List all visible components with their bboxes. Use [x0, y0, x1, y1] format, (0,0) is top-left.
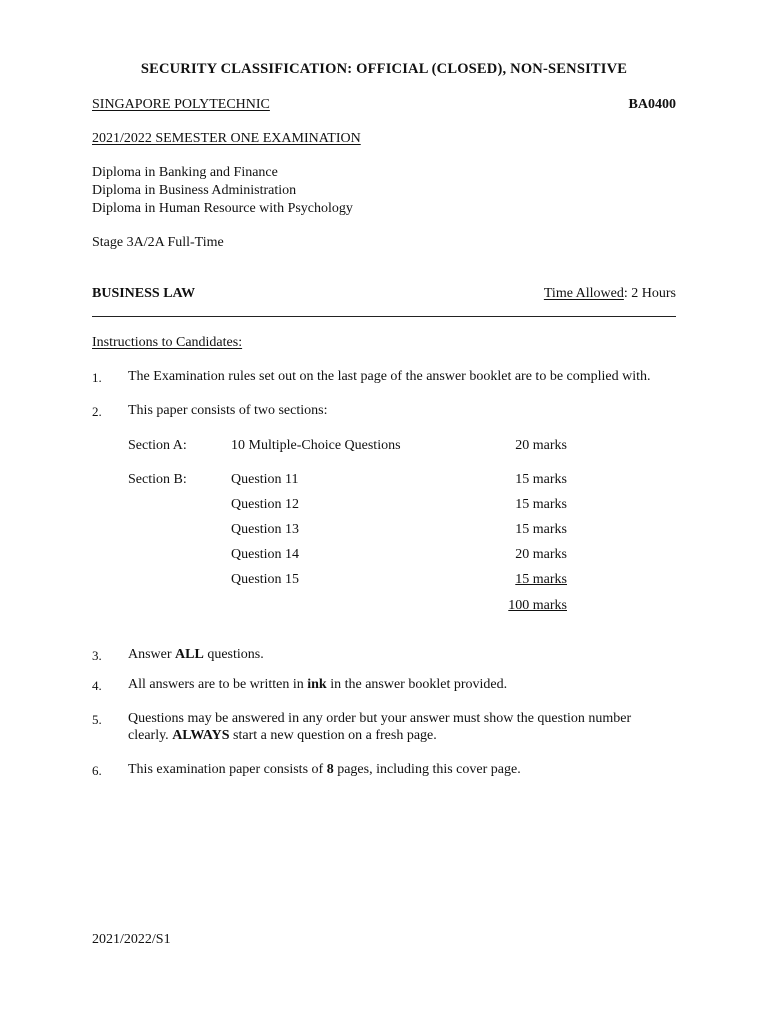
instruction-number: 2.: [92, 404, 102, 419]
instruction-number: 1.: [92, 370, 102, 385]
section-marks: 20 marks: [515, 547, 567, 562]
security-classification: SECURITY CLASSIFICATION: OFFICIAL (CLOSED), NON-SENSITIVE: [140, 61, 628, 77]
section-marks: 20 marks: [515, 438, 567, 453]
instruction-text: [128, 727, 437, 744]
instruction-text: [128, 676, 507, 693]
exam-title: 2021/2022 SEMESTER ONE EXAMINATION: [92, 131, 361, 146]
section-question: Question 14: [231, 547, 300, 562]
section-marks: 15 marks: [515, 522, 567, 537]
instruction-number: 6.: [92, 763, 102, 778]
module-code: BA0400: [628, 97, 676, 112]
instruction-number: 5.: [92, 712, 102, 727]
instruction-number: 3.: [92, 648, 102, 663]
section-question: 10 Multiple-Choice Questions: [231, 438, 401, 453]
instruction-emphasis: ink: [307, 677, 327, 692]
diploma-3: Diploma in Human Resource with Psychology: [92, 201, 353, 216]
time-allowed-value: : 2 Hours: [623, 286, 676, 301]
section-question: Question 11: [231, 472, 299, 487]
instruction-text-part: Answer: [128, 647, 176, 662]
section-question: Question 15: [231, 572, 300, 587]
instruction-text: Questions may be answered in any order but your answer must show the question number: [128, 711, 632, 726]
instruction-emphasis: ALWAYS: [172, 728, 230, 743]
subject-title: BUSINESS LAW: [92, 286, 196, 301]
diploma-1: Diploma in Banking and Finance: [92, 165, 278, 180]
instruction-text-part: start a new question on a fresh page.: [229, 728, 437, 743]
section-label: Section A:: [128, 438, 187, 453]
instruction-text-part: questions.: [203, 647, 264, 662]
instruction-text: [128, 761, 521, 778]
instruction-text-part: pages, including this cover page.: [333, 762, 521, 777]
section-question: Question 12: [231, 497, 300, 512]
diploma-2: Diploma in Business Administration: [92, 183, 297, 198]
header-divider: [92, 316, 676, 317]
section-label: Section B:: [128, 472, 187, 487]
time-allowed-label: Time Allowed: [543, 286, 624, 301]
instruction-text-part: in the answer booklet provided.: [326, 677, 508, 692]
section-marks: 15 marks: [515, 572, 567, 587]
section-marks: 15 marks: [515, 472, 567, 487]
section-question: Question 13: [231, 522, 300, 537]
instruction-text-part: clearly.: [128, 728, 173, 743]
instruction-text-part: This examination paper consists of: [128, 762, 327, 777]
footer-code: 2021/2022/S1: [92, 932, 171, 947]
instructions-heading: Instructions to Candidates:: [92, 335, 243, 350]
institution-name: SINGAPORE POLYTECHNIC: [92, 97, 270, 112]
total-marks: 100 marks: [508, 598, 567, 613]
instruction-text: This paper consists of two sections:: [128, 403, 328, 418]
section-marks: 15 marks: [515, 497, 567, 512]
instruction-emphasis: ALL: [175, 647, 204, 662]
instruction-text: The Examination rules set out on the last page of the answer booklet are to be complied with.: [128, 369, 651, 384]
time-allowed: [544, 285, 676, 302]
stage: Stage 3A/2A Full-Time: [92, 235, 224, 250]
instruction-text-part: All answers are to be written in: [128, 677, 308, 692]
instruction-text: [128, 646, 264, 663]
instruction-number: 4.: [92, 678, 102, 693]
instruction-emphasis: 8: [326, 762, 334, 777]
